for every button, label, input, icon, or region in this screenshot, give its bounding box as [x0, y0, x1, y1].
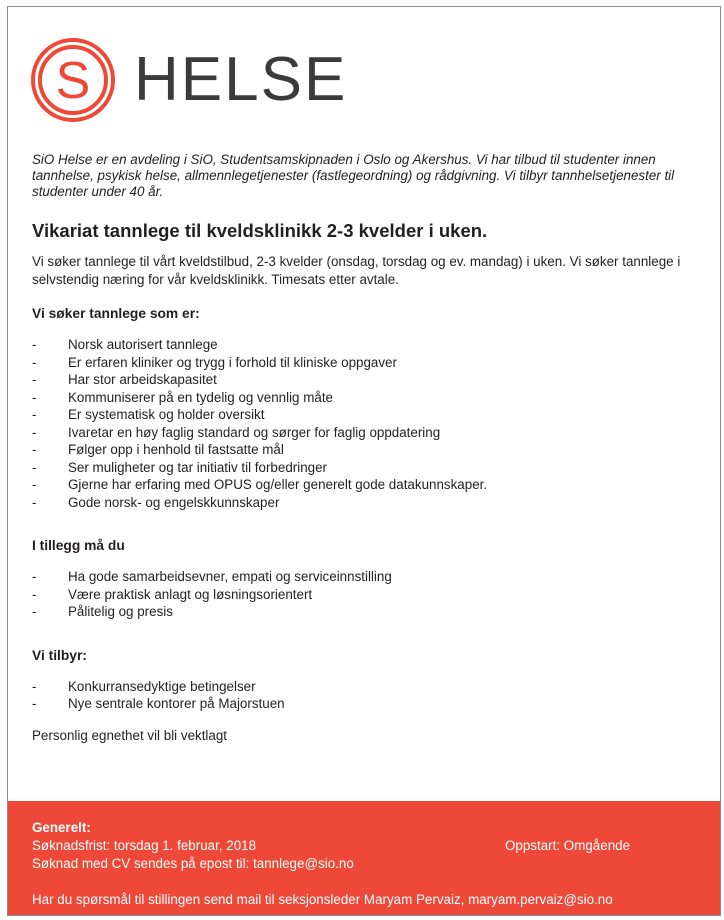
list-item: - Konkurransedyktige betingelser — [32, 678, 256, 694]
job-title: Vikariat tannlege til kveldsklinikk 2-3 kvelder i uken. — [32, 220, 488, 241]
general-info-footer — [8, 801, 720, 916]
bullet-dash: - — [32, 459, 37, 475]
list-item: - Gode norsk- og engelskkunnskaper — [32, 494, 280, 510]
bullet-dash: - — [32, 424, 37, 440]
list-item: - Ser muligheter og tar initiativ til forbedringer — [32, 459, 328, 475]
main-content — [32, 152, 702, 745]
bullet-dash: - — [32, 586, 37, 602]
apply-instructions: Søknad med CV sendes på epost til: tannlege@sio.no — [32, 856, 354, 871]
list-item: - Er systematisk og holder oversikt — [32, 407, 265, 422]
additional-heading: I tillegg må du — [32, 538, 125, 553]
bullet-dash: - — [32, 337, 37, 352]
list-item: - Kommuniserer på en tydelig og vennlig måte — [32, 389, 333, 405]
offer-heading: Vi tilbyr: — [32, 647, 87, 663]
list-item: - Nye sentrale kontorer på Majorstuen — [32, 696, 285, 711]
list-item: - Ivaretar en høy faglig standard og sørger for faglig oppdatering — [32, 424, 441, 440]
list-item: - Ha gode samarbeidsevner, empati og serviceinnstilling — [32, 569, 392, 584]
list-item: - Gjerne har erfaring med OPUS og/eller generelt gode datakunnskaper. — [32, 477, 488, 492]
job-description: Vi søker tannlege til vårt kveldstilbud, 2-3 kvelder (onsdag, torsdag og ev. mandag) i uken. Vi søker tannlege i selvstendig næring for vår kveldsklinikk. Timesats etter avtale. — [32, 254, 681, 287]
job-ad-page — [7, 6, 721, 916]
svg-text:S: S — [55, 52, 91, 110]
footer-heading: Generelt: — [32, 820, 91, 835]
bullet-dash: - — [32, 354, 37, 370]
logo-wordmark: HELSE — [134, 45, 348, 114]
bullet-dash: - — [32, 678, 37, 694]
list-item: - Har stor arbeidskapasitet — [32, 372, 217, 387]
list-item: - Pålitelig og presis — [32, 604, 173, 619]
offer-list — [32, 678, 702, 713]
application-deadline: Søknadsfrist: torsdag 1. februar, 2018 — [32, 838, 257, 853]
list-item: - Være praktisk anlagt og løsningsorientert — [32, 586, 313, 602]
bullet-dash: - — [32, 442, 37, 457]
bullet-dash: - — [32, 389, 37, 405]
list-item: - Følger opp i henhold til fastsatte mål — [32, 442, 284, 457]
bullet-dash: - — [32, 494, 37, 510]
bullet-dash: - — [32, 696, 37, 711]
sio-ring-icon — [30, 37, 116, 123]
start-date: Oppstart: Omgående — [505, 838, 631, 853]
bullet-dash: - — [32, 407, 37, 422]
requirements-list — [32, 336, 702, 511]
bullet-dash: - — [32, 569, 37, 584]
bullet-dash: - — [32, 477, 37, 492]
sio-helse-logo — [30, 37, 347, 123]
bullet-dash: - — [32, 604, 37, 619]
list-item: - Norsk autorisert tannlege — [32, 337, 218, 352]
closing-note: Personlig egnethet vil bli vektlagt — [32, 727, 228, 743]
bullet-dash: - — [32, 372, 37, 387]
additional-list — [32, 568, 702, 621]
list-item: - Er erfaren kliniker og trygg i forhold til kliniske oppgaver — [32, 354, 397, 370]
intro-paragraph: SiO Helse er en avdeling i SiO, Studentsamskipnaden i Oslo og Akershus. Vi har tilbud til studenter innen tannhelse, psykisk helse, allmennlegetjenester (fastlegeordning) og rådgivning. Vi tilbyr tannhelsetjenester til studenter under 40 år. — [32, 152, 675, 199]
contact-info: Har du spørsmål til stillingen send mail til seksjonsleder Maryam Pervaiz, maryam.pervaiz@sio.no — [32, 892, 613, 907]
requirements-heading: Vi søker tannlege som er: — [32, 306, 200, 321]
